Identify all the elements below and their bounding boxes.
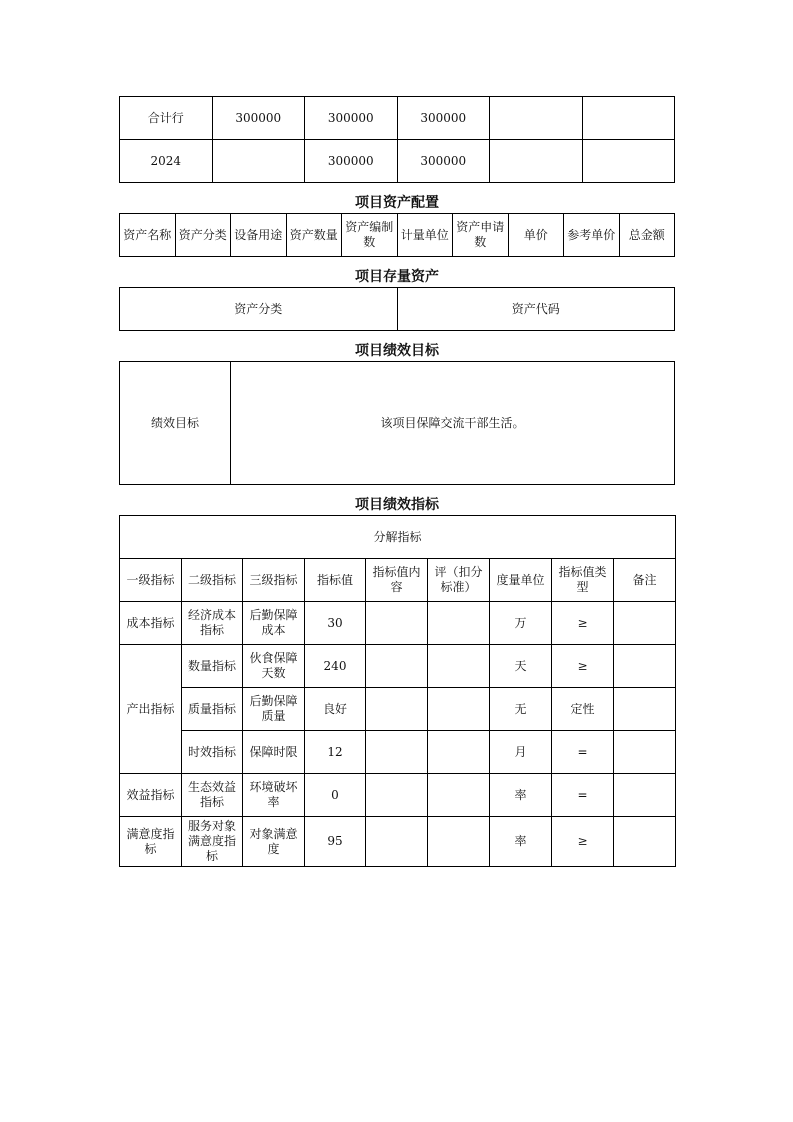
level3-cell: 对象满意度	[243, 817, 305, 867]
table-cell	[582, 97, 675, 140]
table-header-row	[120, 559, 676, 602]
score-cell	[428, 645, 490, 688]
perf-goal-title: 项目绩效目标	[355, 343, 439, 359]
content-cell	[366, 774, 428, 817]
stock-assets-title: 项目存量资产	[355, 269, 439, 285]
group-header: 分解指标	[120, 516, 676, 559]
header-cell: 参考单价	[564, 214, 620, 257]
table-cell: 300000	[212, 97, 305, 140]
type-cell: ≥	[552, 602, 614, 645]
perf-goal-table	[119, 361, 675, 485]
table-row	[120, 97, 675, 140]
table-group-header-row	[120, 516, 676, 559]
unit-cell: 天	[490, 645, 552, 688]
type-cell: ≥	[552, 817, 614, 867]
asset-config-table	[119, 213, 675, 257]
table-row	[120, 817, 676, 867]
type-cell: =	[552, 731, 614, 774]
value-cell: 良好	[305, 688, 366, 731]
stock-assets-table	[119, 287, 675, 331]
score-cell	[428, 602, 490, 645]
value-cell: 0	[305, 774, 366, 817]
header-cell: 单价	[508, 214, 564, 257]
table-row	[120, 362, 675, 485]
header-cell: 一级指标	[120, 559, 182, 602]
perf-goal-label: 绩效目标	[120, 362, 231, 485]
level2-cell: 数量指标	[182, 645, 243, 688]
unit-cell: 率	[490, 817, 552, 867]
header-cell: 总金额	[619, 214, 675, 257]
level3-cell: 保障时限	[243, 731, 305, 774]
header-cell: 资产名称	[120, 214, 176, 257]
level2-cell: 时效指标	[182, 731, 243, 774]
asset-config-title: 项目资产配置	[355, 195, 439, 211]
header-cell: 资产数量	[286, 214, 342, 257]
score-cell	[428, 817, 490, 867]
score-cell	[428, 731, 490, 774]
note-cell	[614, 731, 676, 774]
level3-cell: 环境破坏率	[243, 774, 305, 817]
type-cell: =	[552, 774, 614, 817]
table-header-row	[120, 288, 675, 331]
value-cell: 95	[305, 817, 366, 867]
table-cell	[212, 140, 305, 183]
header-cell: 度量单位	[490, 559, 552, 602]
header-cell: 资产分类	[120, 288, 398, 331]
level3-cell: 后勤保障质量	[243, 688, 305, 731]
level2-cell: 生态效益指标	[182, 774, 243, 817]
table-row	[120, 688, 676, 731]
unit-cell: 月	[490, 731, 552, 774]
table-cell: 300000	[397, 97, 490, 140]
type-cell: ≥	[552, 645, 614, 688]
header-cell: 指标值内容	[366, 559, 428, 602]
unit-cell: 万	[490, 602, 552, 645]
table-row	[120, 645, 676, 688]
header-cell: 资产申请数	[453, 214, 509, 257]
note-cell	[614, 688, 676, 731]
table-row	[120, 731, 676, 774]
level2-cell: 经济成本指标	[182, 602, 243, 645]
content-cell	[366, 731, 428, 774]
level2-cell: 服务对象满意度指标	[182, 817, 243, 867]
unit-cell: 率	[490, 774, 552, 817]
header-cell: 计量单位	[397, 214, 453, 257]
note-cell	[614, 817, 676, 867]
header-cell: 指标值类型	[552, 559, 614, 602]
header-cell: 备注	[614, 559, 676, 602]
value-cell: 12	[305, 731, 366, 774]
table-row	[120, 774, 676, 817]
row-label: 2024	[120, 140, 213, 183]
header-cell: 资产分类	[175, 214, 231, 257]
table-cell: 300000	[397, 140, 490, 183]
table-cell: 300000	[305, 140, 398, 183]
table-row	[120, 140, 675, 183]
content-cell	[366, 645, 428, 688]
header-cell: 资产编制数	[342, 214, 398, 257]
value-cell: 30	[305, 602, 366, 645]
level3-cell: 伙食保障天数	[243, 645, 305, 688]
perf-indicators-table	[119, 515, 676, 867]
table-cell	[490, 97, 583, 140]
perf-goal-content: 该项目保障交流干部生活。	[231, 362, 675, 485]
table-cell	[582, 140, 675, 183]
header-cell: 指标值	[305, 559, 366, 602]
level1-cell: 满意度指标	[120, 817, 182, 867]
unit-cell: 无	[490, 688, 552, 731]
content-cell	[366, 688, 428, 731]
score-cell	[428, 774, 490, 817]
content-cell	[366, 602, 428, 645]
note-cell	[614, 774, 676, 817]
table-header-row	[120, 214, 675, 257]
header-cell: 资产代码	[397, 288, 675, 331]
value-cell: 240	[305, 645, 366, 688]
content-cell	[366, 817, 428, 867]
header-cell: 评（扣分标准）	[428, 559, 490, 602]
table-cell	[490, 140, 583, 183]
budget-table	[119, 96, 675, 183]
header-cell: 设备用途	[231, 214, 287, 257]
level1-cell: 效益指标	[120, 774, 182, 817]
level3-cell: 后勤保障成本	[243, 602, 305, 645]
score-cell	[428, 688, 490, 731]
table-row	[120, 602, 676, 645]
note-cell	[614, 645, 676, 688]
level1-cell: 产出指标	[120, 645, 182, 774]
level2-cell: 质量指标	[182, 688, 243, 731]
header-cell: 二级指标	[182, 559, 243, 602]
row-label: 合计行	[120, 97, 213, 140]
perf-indicators-title: 项目绩效指标	[355, 497, 439, 513]
type-cell: 定性	[552, 688, 614, 731]
level1-cell: 成本指标	[120, 602, 182, 645]
note-cell	[614, 602, 676, 645]
table-cell: 300000	[305, 97, 398, 140]
header-cell: 三级指标	[243, 559, 305, 602]
